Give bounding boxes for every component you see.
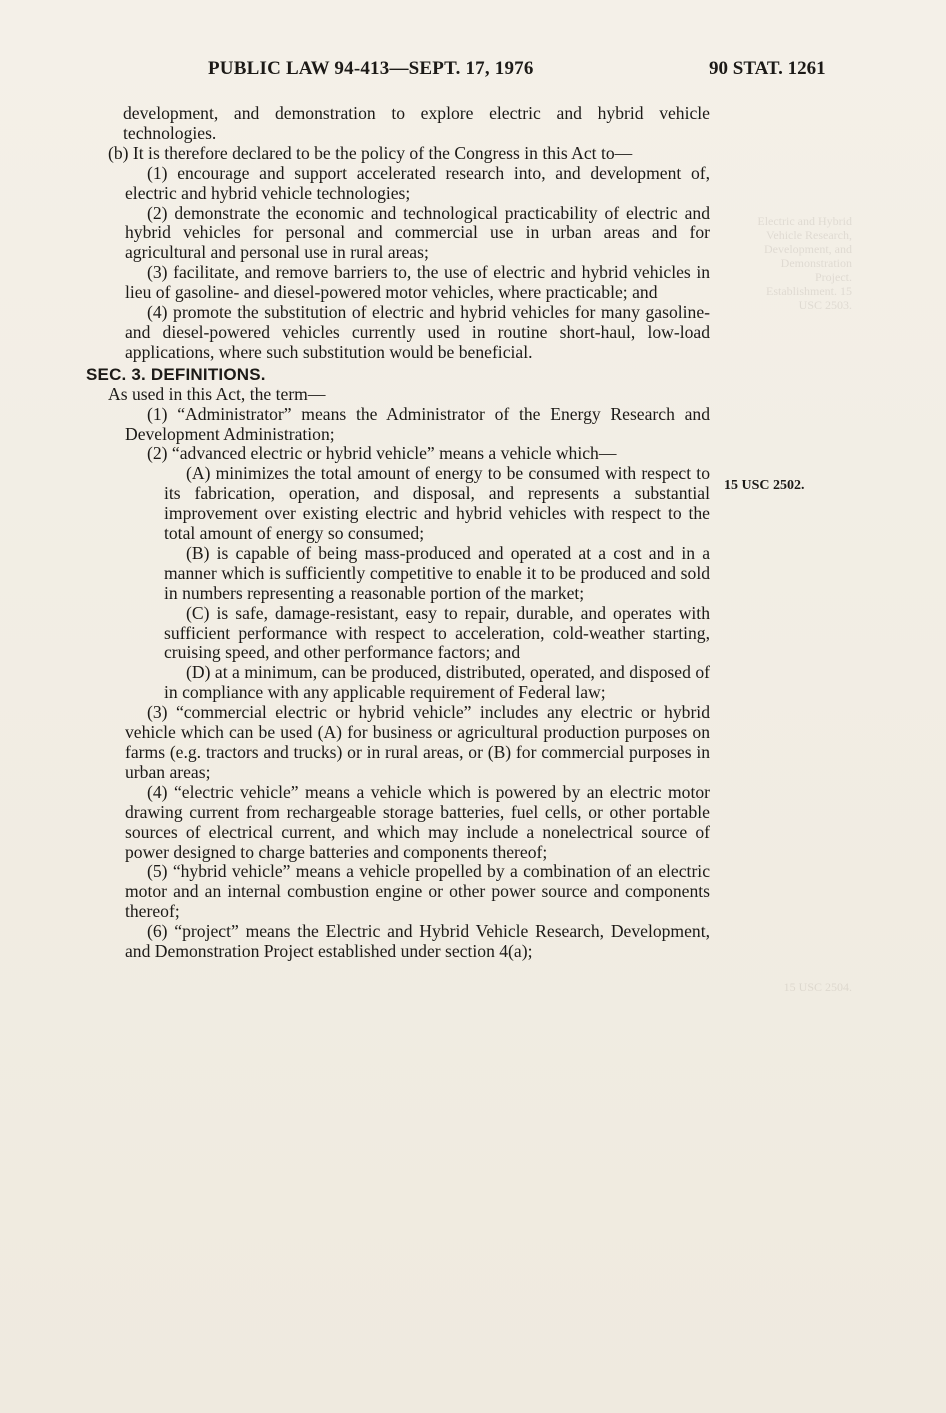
paragraph-b: (b) It is therefore declared to be the policy of the Congress in this Act to— xyxy=(108,142,633,163)
paragraph-b4: (4) promote the substitution of electric and hybrid vehicles for many gasoline- and diesel-powered vehicles currently used in routine short-haul, low-load applications, where such substitution would be beneficial. xyxy=(125,302,710,362)
definition-2a: (A) minimizes the total amount of energy to be consumed with respect to its fabrication, operation, and disposal, and represents a substantial improvement over existing electric and hybrid vehicles with respect to the total amount of energy so consumed; xyxy=(164,463,710,544)
running-header-stat: 90 STAT. 1261 xyxy=(709,58,826,79)
definition-5: (5) “hybrid vehicle” means a vehicle propelled by a combination of an electric motor and an internal combustion engine or other power source and components thereof; xyxy=(125,861,710,922)
paragraph-intro: development, and demonstration to explore electric and hybrid vehicle technologies. xyxy=(123,103,710,143)
bleed-through-note-1: Electric and Hybrid Vehicle Research, Development, and Demonstration Project. Establishment. 15 USC 2503. xyxy=(757,214,852,312)
definition-2d: (D) at a minimum, can be produced, distributed, operated, and disposed of in compliance with any applicable requirement of Federal law; xyxy=(164,662,710,703)
definition-1: (1) “Administrator” means the Administrator of the Energy Research and Development Administration; xyxy=(125,403,710,444)
bleed-through-note-2: 15 USC 2504. xyxy=(783,980,852,994)
section-lead: As used in this Act, the term— xyxy=(108,383,326,404)
definition-2b: (B) is capable of being mass-produced and operated at a cost and in a manner which is sufficiently competitive to enable it to be produced and sold in numbers representing a reasonable portion of the market; xyxy=(164,542,710,603)
paragraph-b3: (3) facilitate, and remove barriers to, the use of electric and hybrid vehicles in lieu of gasoline- and diesel-powered motor vehicles, where practicable; and xyxy=(125,262,710,303)
statute-body xyxy=(86,104,710,962)
definition-2: (2) “advanced electric or hybrid vehicle” means a vehicle which— xyxy=(147,443,617,464)
paragraph-b2: (2) demonstrate the economic and technological practicability of electric and hybrid vehicles for personal and commercial use in urban areas and for agricultural and personal use in rural areas; xyxy=(125,202,710,263)
definition-2c: (C) is safe, damage-resistant, easy to repair, durable, and operates with sufficient performance with respect to acceleration, cold-weather starting, cruising speed, and other performance factors; and xyxy=(164,602,710,663)
margin-citation: 15 USC 2502. xyxy=(724,478,805,493)
definition-4: (4) “electric vehicle” means a vehicle which is powered by an electric motor drawing current from rechargeable storage batteries, fuel cells, or other portable sources of electrical current, and which may include a nonelectrical source of power designed to charge batteries and components thereof; xyxy=(125,781,710,862)
running-header-title: PUBLIC LAW 94-413—SEPT. 17, 1976 xyxy=(208,58,534,79)
section-heading: SEC. 3. DEFINITIONS. xyxy=(86,364,266,384)
paragraph-b1: (1) encourage and support accelerated research into, and development of, electric and hybrid vehicle technologies; xyxy=(125,162,710,203)
definition-6: (6) “project” means the Electric and Hybrid Vehicle Research, Development, and Demonstration Project established under section 4(a); xyxy=(125,921,710,962)
definition-3: (3) “commercial electric or hybrid vehicle” includes any electric or hybrid vehicle which can be used (A) for business or agricultural production purposes on farms (e.g. tractors and trucks) or in rural areas, or (B) for commercial purposes in urban areas; xyxy=(125,702,710,782)
